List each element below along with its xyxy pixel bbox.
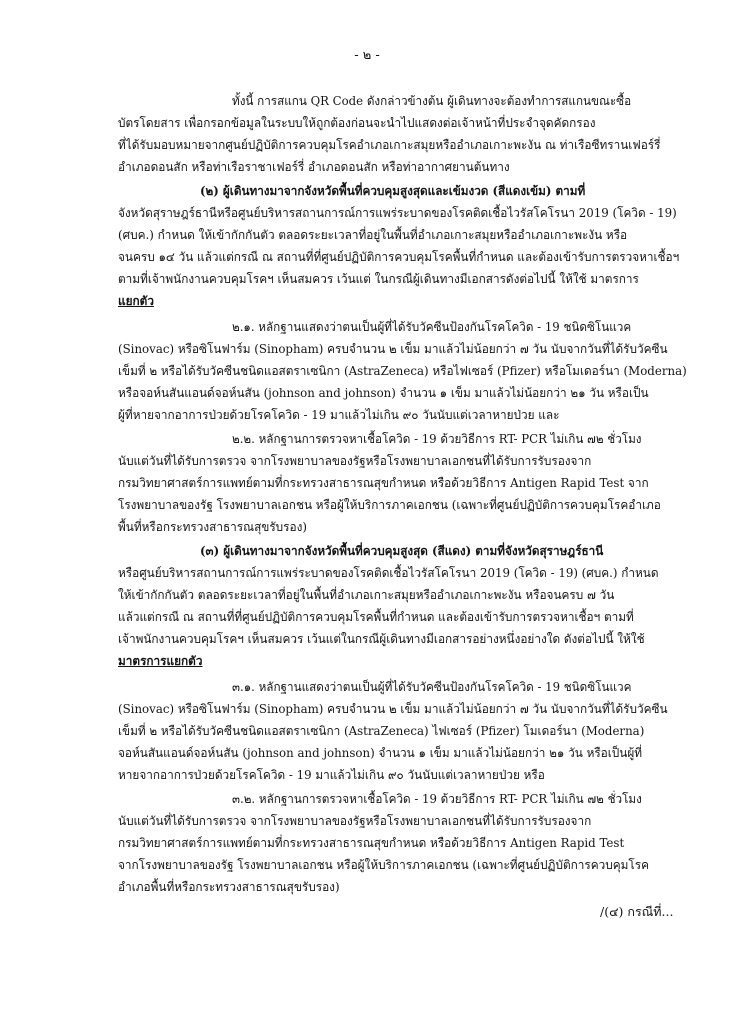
para1-line1: ทั้งนี้ การสแกน QR Code ดังกล่าวข้างต้น ผู้เดินทางจะต้องทำการสแกนขณะซื้อ (232, 94, 632, 108)
para1-line2: บัตรโดยสาร เพื่อกรอกข้อมูลในระบบให้ถูกต้องก่อนจะนำไปแสดงต่อเจ้าหน้าที่ประจำจุดคัดกรอง (118, 116, 596, 130)
para22-line1: ๒.๒. หลักฐานการตรวจหาเชื้อโควิด - 19 ด้วยวิธีการ RT- PCR ไม่เกิน ๗๒ ชั่วโมง (232, 432, 642, 446)
para2-line3: (ศบค.) กำหนด ให้เข้ากักกันตัว ตลอดระยะเวลาที่อยู่ในพื้นที่อำเภอเกาะสมุยหรืออำเภอเกาะพะงัน หรือ (118, 228, 628, 242)
para31-line5: หายจากอาการป่วยด้วยโรคโควิด - 19 มาแล้วไม่เกิน ๙๐ วันนับแต่เวลาหายป่วย หรือ (118, 768, 545, 782)
para21-line1: ๒.๑. หลักฐานแสดงว่าตนเป็นผู้ที่ได้รับวัคซีนป้องกันโรคโควิด - 19 ชนิดซิโนแวค (232, 320, 632, 334)
para31-line3: เข็มที่ ๒ หรือได้รับวัคซีนชนิดแอสตราเซนิกา (AstraZeneca) ไฟเซอร์ (Pfizer) โมเดอร์นา (Moderna) (118, 724, 645, 738)
para31-line1: ๓.๑. หลักฐานแสดงว่าตนเป็นผู้ที่ได้รับวัคซีนป้องกันโรคโควิด - 19 ชนิดซิโนแวค (232, 680, 632, 694)
para32-line3: กรมวิทยาศาสตร์การแพทย์ตามที่กระทรวงสาธารณสุขกำหนด หรือด้วยวิธีการ Antigen Rapid Test (118, 836, 625, 850)
para2-line6: แยกตัว (118, 294, 154, 308)
para2-line2: จังหวัดสุราษฎร์ธานีหรือศูนย์บริหารสถานการณ์การแพร่ระบาดของโรคติดเชื้อไวรัสโคโรนา 2019 (โควิด - 19) (118, 206, 677, 220)
continuation-footer: /(๔) กรณีที่... (600, 904, 674, 919)
para21-line5: ผู้ที่หายจากอาการป่วยด้วยโรคโควิด - 19 มาแล้วไม่เกิน ๙๐ วันนับแต่เวลาหายป่วย และ (118, 408, 560, 422)
para22-line5: พื้นที่หรือกระทรวงสาธารณสุขรับรอง) (118, 520, 307, 534)
para21-line4: หรือจอห์นสันแอนด์จอห์นสัน (johnson and johnson) จำนวน ๑ เข็ม มาแล้วไม่น้อยกว่า ๒๑ วัน หรือเป็น (118, 386, 649, 400)
para31-line4: จอห์นสันแอนด์จอห์นสัน (johnson and johnson) จำนวน ๑ เข็ม มาแล้วไม่น้อยกว่า ๒๑ วัน หรือเป็นผู้ที่ (118, 746, 643, 760)
para31-line2: (Sinovac) หรือซิโนฟาร์ม (Sinopham) ครบจำนวน ๒ เข็ม มาแล้วไม่น้อยกว่า ๗ วัน นับจากวันที่ได้รับวัคซีน (118, 702, 668, 716)
page-number: - ๒ - (354, 48, 380, 63)
para32-line4: จากโรงพยาบาลของรัฐ โรงพยาบาลเอกชน หรือผู้ให้บริการภาคเอกชน (เฉพาะที่ศูนย์ปฏิบัติการควบคุมโรค (118, 858, 649, 872)
para3-line4: แล้วแต่กรณี ณ สถานที่ที่ศูนย์ปฏิบัติการควบคุมโรคพื้นที่กำหนด และต้องเข้ารับการตรวจหาเชื้อฯ ตามที่ (118, 610, 634, 624)
para22-line2: นับแต่วันที่ได้รับการตรวจ จากโรงพยาบาลของรัฐหรือโรงพยาบาลเอกชนที่ได้รับการรับรองจาก (118, 454, 592, 468)
para3-line3: ให้เข้ากักกันตัว ตลอดระยะเวลาที่อยู่ในพื้นที่อำเภอเกาะสมุยหรืออำเภอเกาะพะงัน หรือจนครบ ๗ วัน (118, 588, 615, 602)
para32-line1: ๓.๒. หลักฐานการตรวจหาเชื้อโควิด - 19 ด้วยวิธีการ RT- PCR ไม่เกิน ๗๒ ชั่วโมง (232, 792, 642, 806)
para1-line3: ที่ได้รับมอบหมายจากศูนย์ปฏิบัติการควบคุมโรคอำเภอเกาะสมุยหรืออำเภอเกาะพะงัน ณ ท่าเรือซีทรานเฟอร์รี่ (118, 138, 661, 152)
para1-line4: อำเภอดอนสัก หรือท่าเรือราชาเฟอร์รี่ อำเภอดอนสัก หรือท่าอากาศยานต้นทาง (118, 160, 510, 174)
para22-line4: โรงพยาบาลของรัฐ โรงพยาบาลเอกชน หรือผู้ให้บริการภาคเอกชน (เฉพาะที่ศูนย์ปฏิบัติการควบคุมโรคอำเภอ (118, 498, 661, 512)
para22-line3: กรมวิทยาศาสตร์การแพทย์ตามที่กระทรวงสาธารณสุขกำหนด หรือด้วยวิธีการ Antigen Rapid Test จาก (118, 476, 649, 490)
para2-line4: จนครบ ๑๔ วัน แล้วแต่กรณี ณ สถานที่ที่ศูนย์ปฏิบัติการควบคุมโรคพื้นที่กำหนด และต้องเข้ารับการตรวจหาเชื้อฯ (118, 250, 680, 264)
para3-line6: มาตรการแยกตัว (118, 654, 203, 668)
para21-line2: (Sinovac) หรือซิโนฟาร์ม (Sinopham) ครบจำนวน ๒ เข็ม มาแล้วไม่น้อยกว่า ๗ วัน นับจากวันที่ได้รับวัคซีน (118, 342, 668, 356)
para3-heading: (๓) ผู้เดินทางมาจากจังหวัดพื้นที่ควบคุมสูงสุด (สีแดง) ตามที่จังหวัดสุราษฎร์ธานี (200, 544, 604, 558)
para3-line5: เจ้าพนักงานควบคุมโรคฯ เห็นสมควร เว้นแต่ในกรณีผู้เดินทางมีเอกสารอย่างหนึ่งอย่างใด ดังต่อไปนี้ ให้ใช้ (118, 632, 645, 646)
para21-line3: เข็มที่ ๒ หรือได้รับวัคซีนชนิดแอสตราเซนิกา (AstraZeneca) หรือไฟเซอร์ (Pfizer) หรือโมเดอร์นา (Moderna) (118, 364, 687, 378)
para3-line2: หรือศูนย์บริหารสถานการณ์การแพร่ระบาดของโรคติดเชื้อไวรัสโคโรนา 2019 (โควิด - 19) (ศบค.) กำหนด (118, 566, 659, 580)
para32-line5: อำเภอพื้นที่หรือกระทรวงสาธารณสุขรับรอง) (118, 880, 340, 894)
para2-line5: ตามที่เจ้าพนักงานควบคุมโรคฯ เห็นสมควร เว้นแต่ ในกรณีผู้เดินทางมีเอกสารดังต่อไปนี้ ให้ใช้ มาตรการ (118, 272, 639, 286)
para2-heading: (๒) ผู้เดินทางมาจากจังหวัดพื้นที่ควบคุมสูงสุดและเข้มงวด (สีแดงเข้ม) ตามที่ (200, 184, 586, 198)
para32-line2: นับแต่วันที่ได้รับการตรวจ จากโรงพยาบาลของรัฐหรือโรงพยาบาลเอกชนที่ได้รับการรับรองจาก (118, 814, 592, 828)
